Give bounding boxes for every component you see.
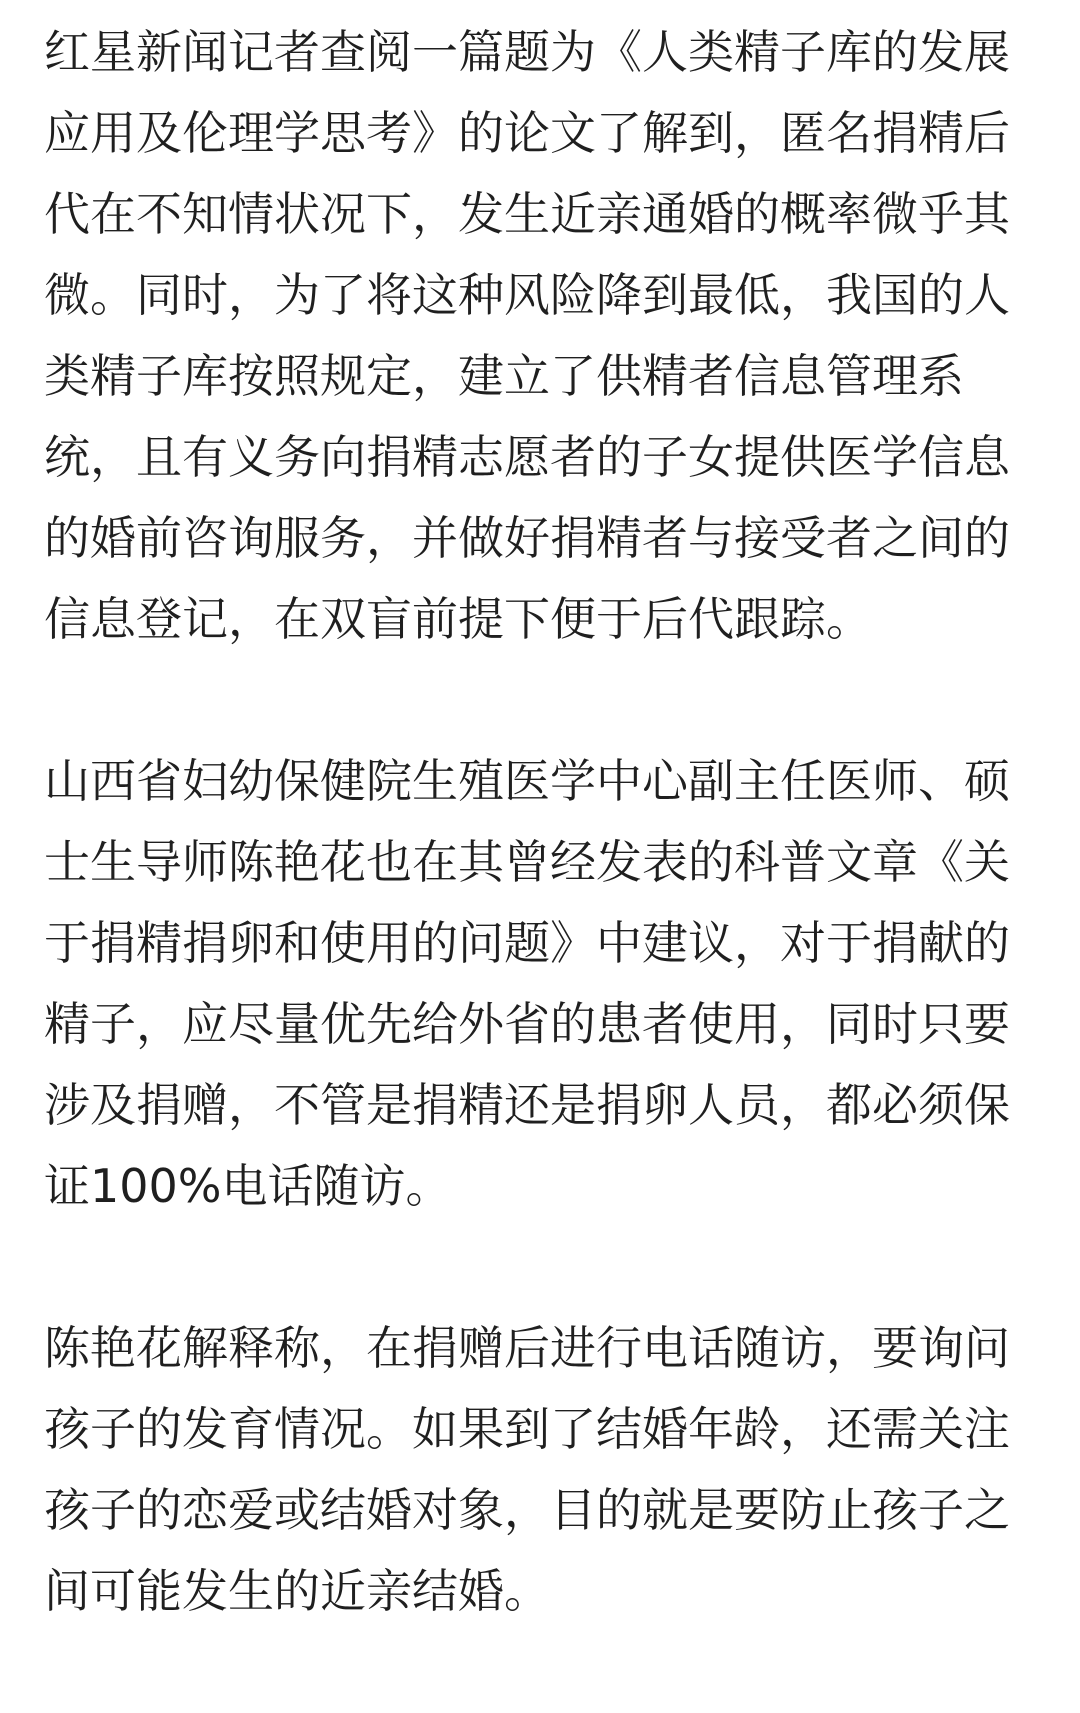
text-line: 证100%电话随访。	[44, 1159, 452, 1213]
text-line: 士生导师陈艳花也在其曾经发表的科普文章《关	[44, 835, 1010, 889]
article-body	[44, 12, 1044, 1713]
text-line: 微。同时，为了将这种风险降到最低，我国的人	[44, 268, 1010, 322]
text-line: 代在不知情状况下，发生近亲通婚的概率微乎其	[44, 187, 1010, 241]
paragraph-3	[44, 1308, 1044, 1632]
text-line: 陈艳花解释称，在捐赠后进行电话随访，要询问	[44, 1321, 1010, 1375]
text-line: 山西省妇幼保健院生殖医学中心副主任医师、硕	[44, 754, 1010, 808]
text-line: 涉及捐赠，不管是捐精还是捐卵人员，都必须保	[44, 1078, 1010, 1132]
text-line: 精子，应尽量优先给外省的患者使用，同时只要	[44, 997, 1010, 1051]
paragraph-2	[44, 741, 1044, 1227]
text-line: 间可能发生的近亲结婚。	[44, 1564, 550, 1618]
text-line: 孩子的恋爱或结婚对象，目的就是要防止孩子之	[44, 1483, 1010, 1537]
text-line: 于捐精捐卵和使用的问题》中建议，对于捐献的	[44, 916, 1010, 970]
text-line: 的婚前咨询服务，并做好捐精者与接受者之间的	[44, 511, 1010, 565]
text-line: 统，且有义务向捐精志愿者的子女提供医学信息	[44, 430, 1010, 484]
paragraph-1	[44, 12, 1044, 660]
text-line: 信息登记，在双盲前提下便于后代跟踪。	[44, 592, 872, 646]
text-line: 应用及伦理学思考》的论文了解到，匿名捐精后	[44, 106, 1010, 160]
text-line: 类精子库按照规定，建立了供精者信息管理系	[44, 349, 964, 403]
text-line: 孩子的发育情况。如果到了结婚年龄，还需关注	[44, 1402, 1010, 1456]
text-line: 红星新闻记者查阅一篇题为《人类精子库的发展	[44, 25, 1010, 79]
